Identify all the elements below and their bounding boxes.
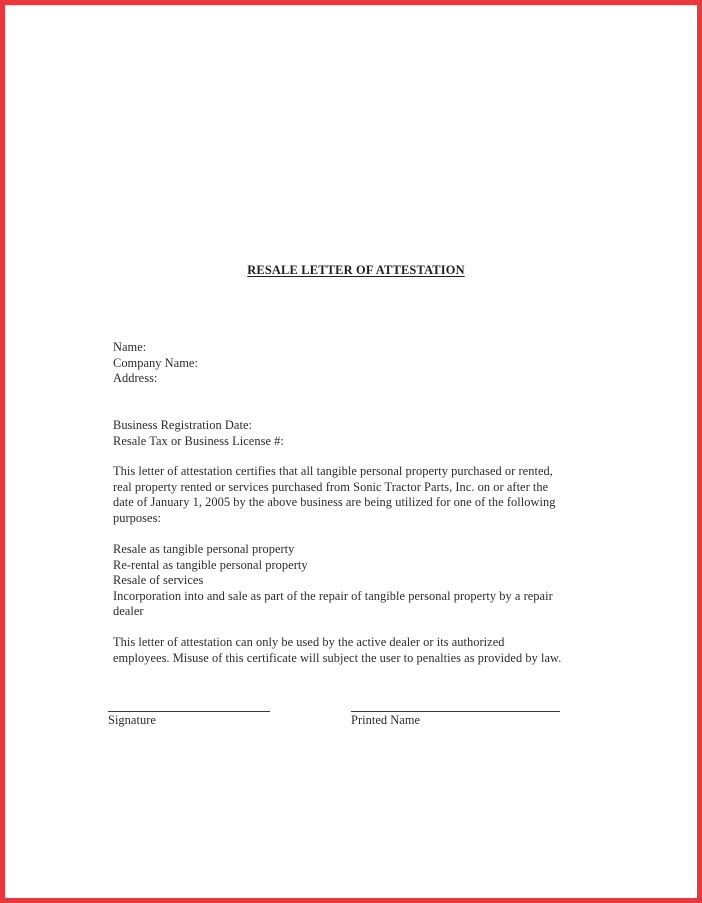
printed-name-label: Printed Name — [351, 713, 421, 727]
printed-name-line — [351, 711, 560, 712]
purpose-item: dealer — [113, 604, 144, 619]
name-field-label: Name: — [113, 340, 147, 354]
purpose-item: Resale as tangible personal property — [113, 542, 295, 556]
registration-fields — [113, 418, 603, 449]
paragraph-line: real property rented or services purchased from Sonic Tractor Parts, Inc. on or after the — [113, 479, 549, 494]
signature-label: Signature — [108, 713, 156, 727]
paragraph-line: This letter of attestation can only be used by the active dealer or its authorized — [113, 635, 505, 649]
contact-fields — [113, 340, 603, 387]
purpose-item: Resale of services — [113, 573, 204, 588]
company-name-field-label: Company Name: — [113, 355, 198, 370]
misuse-paragraph — [113, 635, 603, 666]
attestation-paragraph — [113, 464, 603, 526]
license-number-label: Resale Tax or Business License #: — [113, 433, 284, 448]
paragraph-line: employees. Misuse of this certificate will subject the user to penalties as provided by law. — [113, 650, 562, 665]
paragraph-line: date of January 1, 2005 by the above business are being utilized for one of the following — [113, 495, 556, 510]
document-title: RESALE LETTER OF ATTESTATION — [247, 263, 465, 277]
signature-line — [108, 711, 270, 712]
purposes-list — [113, 542, 603, 620]
paragraph-line: This letter of attestation certifies that all tangible personal property purchased or rented, — [113, 464, 553, 478]
purpose-item: Incorporation into and sale as part of the repair of tangible personal property by a repair — [113, 588, 553, 603]
registration-date-label: Business Registration Date: — [113, 418, 253, 432]
paragraph-line: purposes: — [113, 510, 161, 525]
address-field-label: Address: — [113, 371, 158, 386]
purpose-item: Re-rental as tangible personal property — [113, 557, 308, 572]
